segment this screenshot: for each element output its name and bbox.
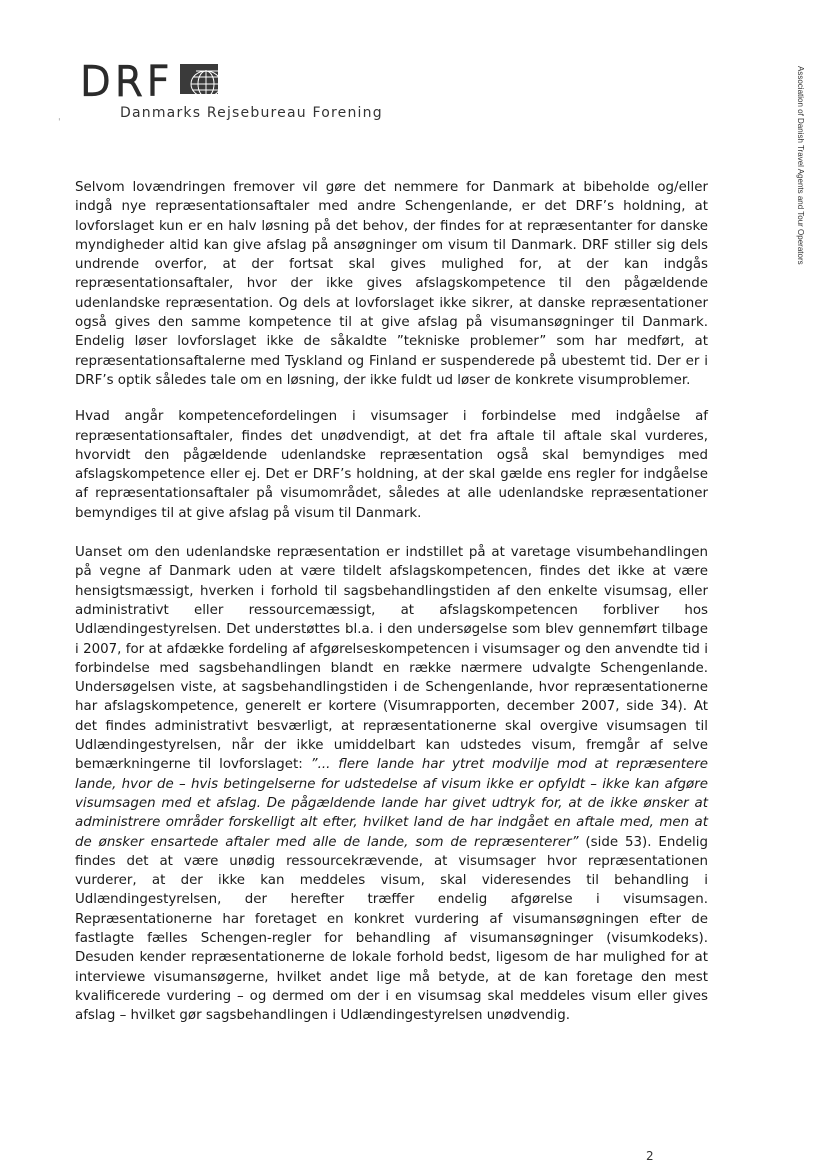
drf-logo xyxy=(80,59,383,121)
paragraph-1: Selvom lovændringen fremover vil gøre det nemmere for Danmark at bibeholde og/eller indgå nye repræsentationsaftaler med andre Schengenlande, er det DRF’s holdning, at lovforslaget kun er en halv løsning på det behov, der findes for at repræsentanter for danske myndigheder altid kan give afslag på ansøgninger om visum til Danmark. DRF stiller sig dels undrende overfor, at der fortsat skal gives mulighed for, at der kan indgås repræsentationsaftaler, hvor der ikke gives afslagskompetence til den pågældende udenlandske repræsentation. Og dels at lovforslaget ikke sikrer, at danske repræsentationer også gives den samme kompetence til at give afslag på visumansøgninger til Danmark. Endelig løser lovforslaget ikke de såkaldte ”tekniske problemer” som har medført, at repræsentationsaftalerne med Tyskland og Finland er suspenderede på ubestemt tid. Der er i DRF’s optik således tale om en løsning, der ikke fuldt ud løser de konkrete visumproblemer. xyxy=(75,180,708,388)
paragraph-2: Hvad angår kompetencefordelingen i visumsager i forbindelse med indgåelse af repræsentationsaftaler, findes det unødvendigt, at det fra aftale til aftale skal vurderes, hvorvidt den pågældende udenlandske repræsentation også skal bemyndiges med afslagskompetence eller ej. Det er DRF’s holdning, at der skal gælde ens regler for indgåelse af repræsentationsaftaler på visumområdet, således at alle udenlandske repræsentationer bemyndiges til at give afslag på visum til Danmark. xyxy=(75,409,708,521)
side-tagline: Association of Danish Travel Agents and Tour Operators xyxy=(796,66,805,265)
paragraph-3 xyxy=(75,543,708,1025)
globe-icon xyxy=(180,64,218,98)
logo-letters: DRF xyxy=(80,59,174,105)
paragraph-3-continuation: (side 53). Endelig findes det at være unødig ressourcekrævende, at visumsager hvor repræsentationen vurderer, at der ikke kan meddeles visum, skal videresendes til behandling i Udlændingestyrelsen, der herefter træffer endelig afgørelse i visumsagen. Repræsentationerne har foretaget en konkret vurdering af visumansøgningen efter de fastlagte fælles Schengen-regler for behandling af visumansøgninger (visumkodeks). Desuden kender repræsentationerne de lokale forhold bedst, ligesom de har mulighed for at interviewe visumansøgerne, hvilket andet lige må betyde, at de kan foretage den mest kvalificerede vurdering – og dermed om der i en visumsag skal meddeles visum eller gives afslag – hvilket gør sagsbehandlingen i Udlændingestyrelsen unødvendig. xyxy=(75,834,708,1024)
quoted-remarks: ”... flere lande har ytret modvilje mod at repræsentere lande, hvor de – hvis betingelserne for udstedelse af visum ikke er opfyldt – ikke kan afgøre visumsagen med et afslag. De pågældende lande har givet udtryk for, at de ikke ønsker at administrere områder forskelligt alt efter, hvilket land de har indgået en aftale med, men at de ønsker ensartede aftaler med alle de lande, som de repræsenterer” xyxy=(75,757,709,850)
organization-name: Danmarks Rejsebureau Forening xyxy=(120,105,383,121)
letter-body xyxy=(75,178,708,1045)
page-number: 2 xyxy=(646,1149,654,1163)
paragraph-3-text: Uanset om den udenlandske repræsentation er indstillet på at varetage visumbehandlingen på vegne af Danmark uden at være tildelt afslagskompetencen, findes det ikke at være hensigtsmæssigt, hverken i forhold til sagsbehandlingstiden af den enkelte visumsag, eller administrativt eller ressourcemæssigt, at afslagskompetencen forbliver hos Udlændingestyrelsen. Det understøttes bl.a. i den undersøgelse som blev gennemført tilbage i 2007, for at afdække fordeling af afgørelseskompetencen i visumsager og den anvendte tid i forbindelse med sagsbehandlingen blandt en række nærmere udvalgte Schengenlande. Undersøgelsen viste, at sagsbehandlingstiden i de Schengenlande, hvor repræsentationerne har afslagskompetence, generelt er kortere (Visumrapporten, december 2007, side 34). At det findes administrativt besværligt, at repræsentationerne skal overgive visumsagen til Udlændingestyrelsen, når der ikke umiddelbart kan udstedes visum, fremgår af selve bemærkningerne til lovforslaget: xyxy=(75,545,708,773)
stray-mark: ˌ xyxy=(58,112,61,122)
